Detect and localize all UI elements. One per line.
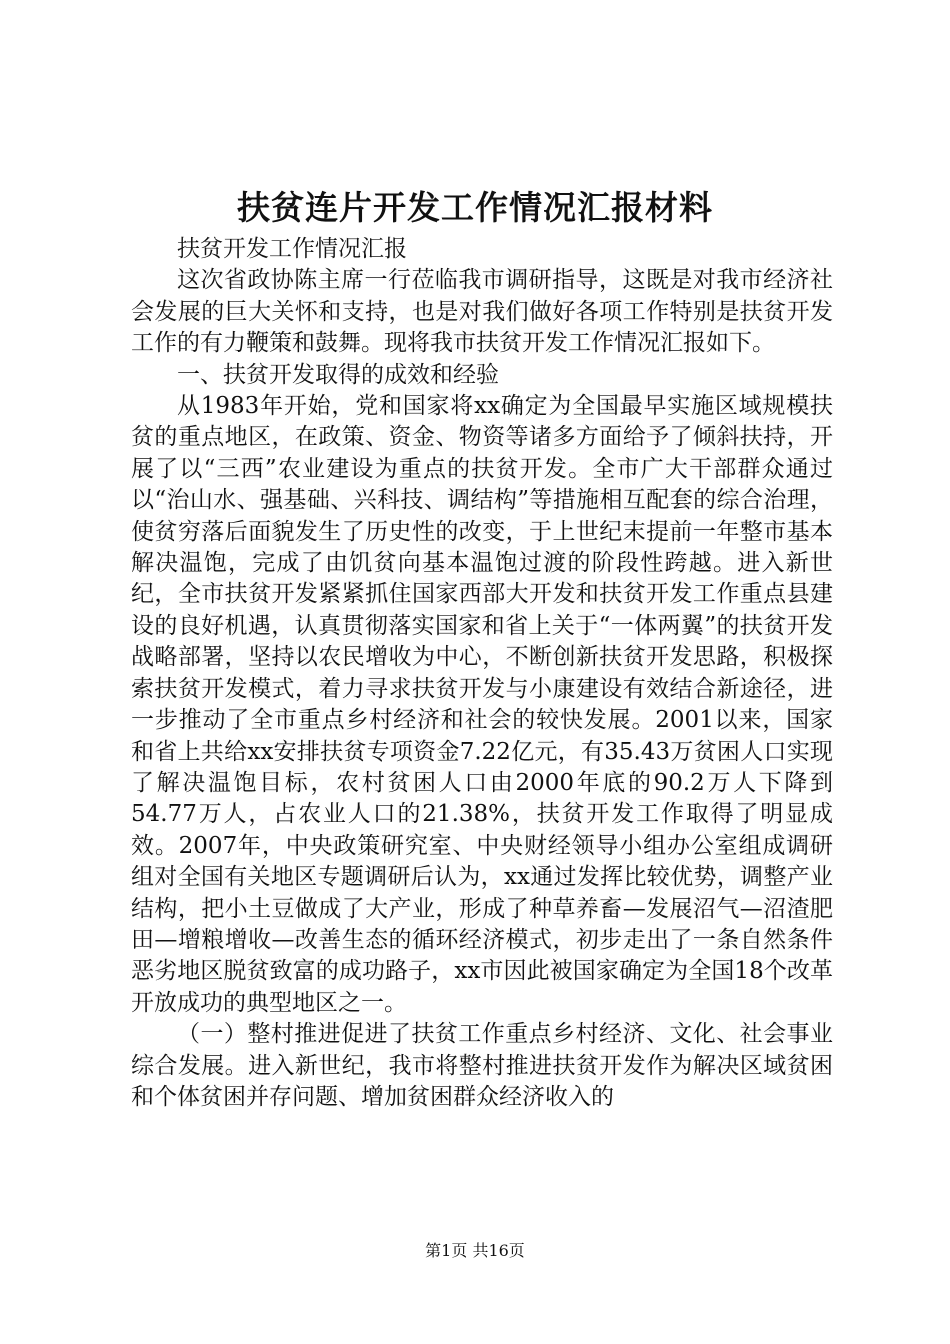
paragraph-achievements: 从1983年开始，党和国家将xx确定为全国最早实施区域规模扶贫的重点地区，在政策、资金、物资等诸多方面给予了倾斜扶持，开展了以“三西”农业建设为重点的扶贫开发。全市广大干部群众通过以“治山水、强基础、兴科技、调结构”等措施相互配套的综合治理，使贫穷落后面貌发生了历史性的改变，于上世纪末提前一年整市基本解决温饱，完成了由饥贫向基本温饱过渡的阶段性跨越。进入新世纪，全市扶贫开发紧紧抓住国家西部大开发和扶贫开发工作重点县建设的良好机遇，认真贯彻落实国家和省上关于“一体两翼”的扶贫开发战略部署，坚持以农民增收为中心，不断创新扶贫开发思路，积极探索扶贫开发模式，着力寻求扶贫开发与小康建设有效结合新途径，进一步推动了全市重点乡村经济和社会的较快发展。2001以来，国家和省上共给xx安排扶贫专项资金7.22亿元，有35.43万贫困人口实现了解决温饱目标，农村贫困人口由2000年底的90.2万人下降到54.77万人，占农业人口的21.38%，扶贫开发工作取得了明显成效。2007年，中央政策研究室、中央财经领导小组办公室组成调研组对全国有关地区专题调研后认为，xx通过发挥比较优势，调整产业结构，把小土豆做成了大产业，形成了种草养畜—发展沼气—沼渣肥田—增粮增收—改善生态的循环经济模式，初步走出了一条自然条件恶劣地区脱贫致富的成功路子，xx市因此被国家确定为全国18个改革开放成功的典型地区之一。 — [131, 393, 834, 1016]
document-body — [131, 234, 833, 1113]
section-heading: 一、扶贫开发取得的成效和经验 — [177, 361, 499, 388]
paragraph-intro: 这次省政协陈主席一行莅临我市调研指导，这既是对我市经济社会发展的巨大关怀和支持，也是对我们做好各项工作特别是扶贫开发工作的有力鞭策和鼓舞。现将我市扶贫开发工作情况汇报如下。 — [131, 267, 833, 357]
page-footer: 第1页 共16页 — [425, 1241, 525, 1260]
paragraph-subsection-1: （一）整村推进促进了扶贫工作重点乡村经济、文化、社会事业综合发展。进入新世纪，我市将整村推进扶贫开发作为解决区域贫困和个体贫困并存问题、增加贫困群众经济收入的 — [131, 1021, 833, 1110]
document-title: 扶贫连片开发工作情况汇报材料 — [237, 188, 713, 227]
paragraph-subtitle: 扶贫开发工作情况汇报 — [177, 236, 407, 262]
